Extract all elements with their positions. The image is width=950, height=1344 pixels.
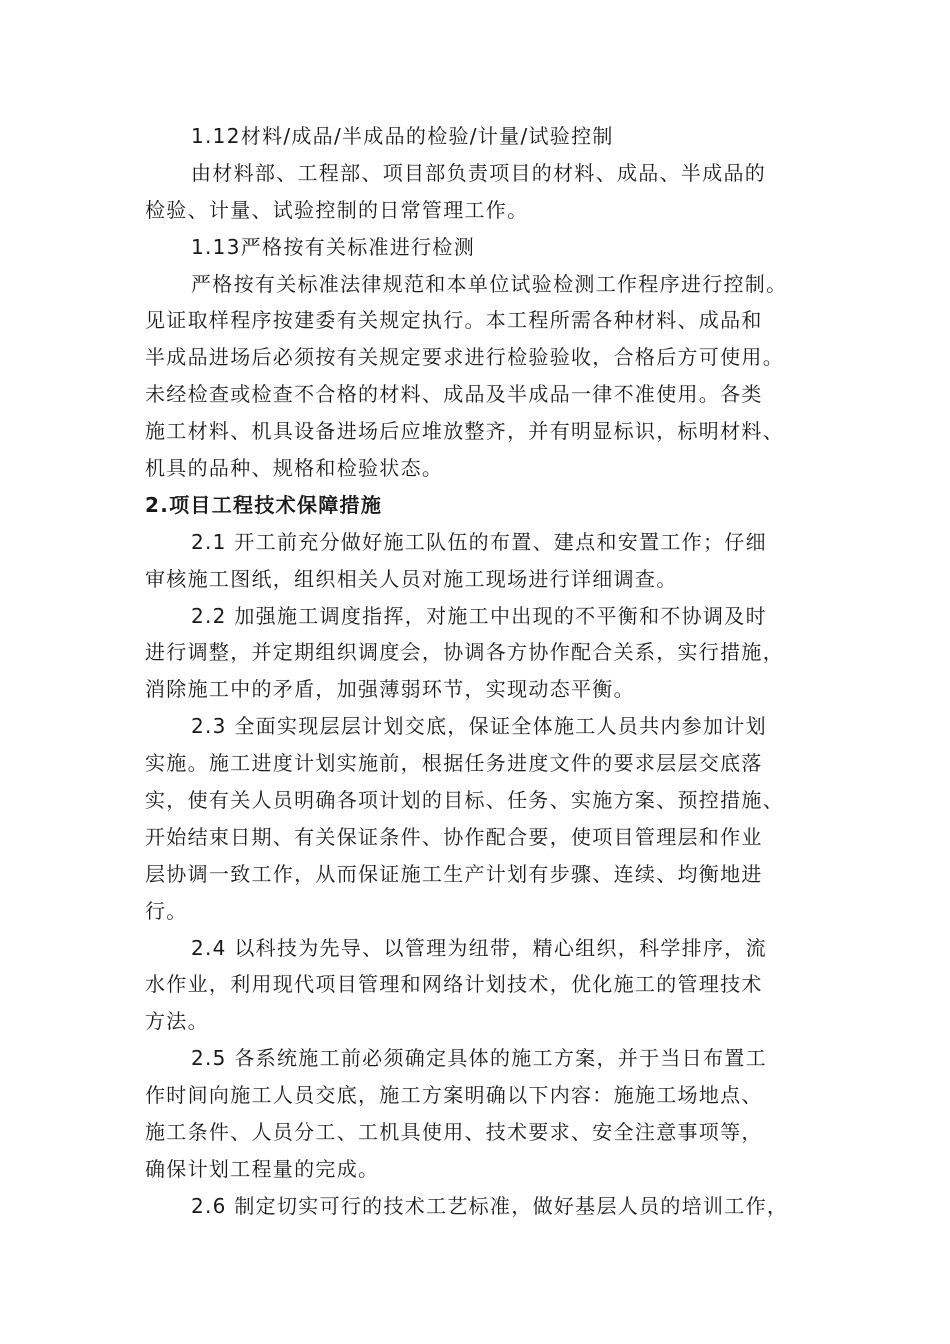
paragraph-line: 作时间向施工人员交底，施工方案明确以下内容：施施工场地点、 <box>145 1083 763 1108</box>
paragraph-line: 由材料部、工程部、项目部负责项目的材料、成品、半成品的 <box>191 160 767 185</box>
section-1-12-title: 1.12材料/成品/半成品的检验/计量/试验控制 <box>191 124 614 148</box>
section-1-13-title: 1.13严格按有关标准进行检测 <box>191 234 476 259</box>
paragraph-line: 严格按有关标准法律规范和本单位试验检测工作程序进行控制。 <box>191 271 788 296</box>
paragraph-line: 实，使有关人员明确各项计划的目标、任务、实施方案、预控措施、 <box>145 788 784 813</box>
paragraph-line: 见证取样程序按建委有关规定执行。本工程所需各种材料、成品和 <box>145 308 763 333</box>
paragraph-line: 确保计划工程量的完成。 <box>145 1156 380 1181</box>
paragraph-line: 机具的品种、规格和检验状态。 <box>145 456 444 481</box>
paragraph-line: 开始结束日期、有关保证条件、协作配合要，使项目管理层和作业 <box>145 824 763 849</box>
paragraph-line: 施工条件、人员分工、工机具使用、技术要求、安全注意事项等， <box>145 1120 763 1145</box>
section-2-heading: 2.项目工程技术保障措施 <box>145 492 383 517</box>
paragraph-line: 行。 <box>145 898 188 923</box>
paragraph-line: 2.2 加强施工调度指挥，对施工中出现的不平衡和不协调及时 <box>191 603 767 628</box>
paragraph-line: 2.4 以科技为先导、以管理为纽带，精心组织，科学排序，流 <box>191 935 767 960</box>
paragraph-line: 2.5 各系统施工前必须确定具体的施工方案，并于当日布置工 <box>191 1046 767 1071</box>
paragraph-line: 半成品进场后必须按有关规定要求进行检验验收，合格后方可使用。 <box>145 345 784 370</box>
paragraph-line: 未经检查或检查不合格的材料、成品及半成品一律不准使用。各类 <box>145 382 763 407</box>
paragraph-line: 层协调一致工作，从而保证施工生产计划有步骤、连续、均衡地进 <box>145 861 763 886</box>
paragraph-line: 实施。施工进度计划实施前，根据任务进度文件的要求层层交底落 <box>145 751 763 776</box>
paragraph-line: 2.6 制定切实可行的技术工艺标准，做好基层人员的培训工作， <box>191 1193 789 1218</box>
paragraph-line: 检验、计量、试验控制的日常管理工作。 <box>145 197 529 222</box>
paragraph-line: 进行调整，并定期组织调度会，协调各方协作配合关系，实行措施， <box>145 640 784 665</box>
document-page <box>145 118 835 1225</box>
paragraph-line: 消除施工中的矛盾，加强薄弱环节，实现动态平衡。 <box>145 677 635 702</box>
paragraph-line: 施工材料、机具设备进场后应堆放整齐，并有明显标识，标明材料、 <box>145 419 784 444</box>
paragraph-line: 方法。 <box>145 1009 209 1034</box>
paragraph-line: 2.3 全面实现层层计划交底，保证全体施工人员共内参加计划 <box>191 714 767 739</box>
paragraph-line: 水作业，利用现代项目管理和网络计划技术，优化施工的管理技术 <box>145 972 763 997</box>
paragraph-line: 2.1 开工前充分做好施工队伍的布置、建点和安置工作；仔细 <box>191 529 767 554</box>
paragraph-line: 审核施工图纸，组织相关人员对施工现场进行详细调查。 <box>145 566 678 591</box>
